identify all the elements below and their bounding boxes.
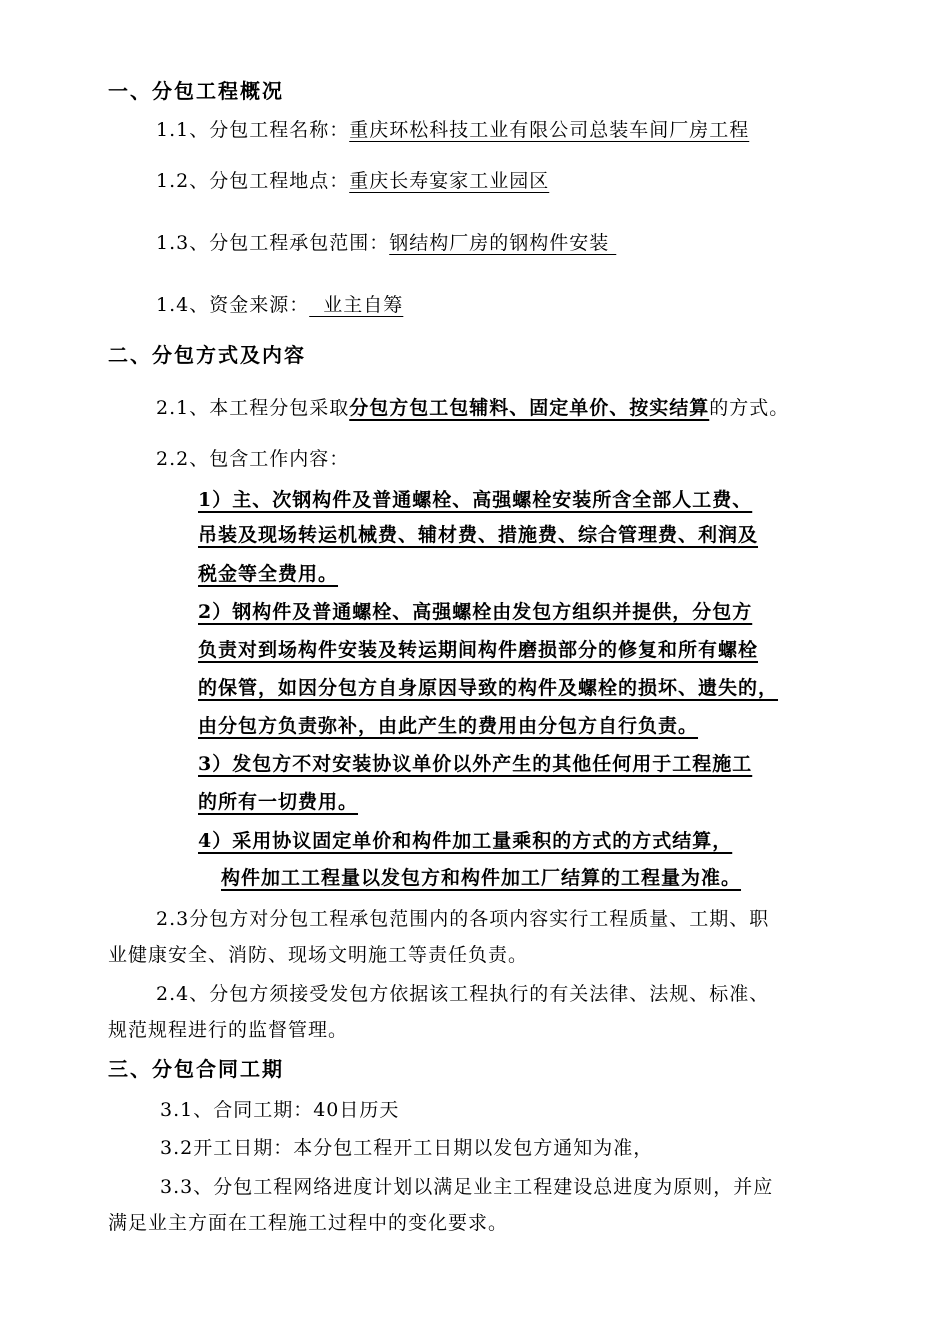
item-2-4-line-2: 规范规程进行的监督管理。 bbox=[108, 1019, 349, 1041]
item-2-1-pre: 2.1、本工程分包采取 bbox=[156, 397, 350, 419]
item-1-1 bbox=[156, 117, 749, 143]
list-line: 吊装及现场转运机械费、辅材费、措施费、综合管理费、利润及 bbox=[198, 524, 759, 546]
list-line: 税金等全费用。 bbox=[198, 563, 339, 585]
section-1-heading: 一、分包工程概况 bbox=[108, 79, 284, 103]
list-line: 4）采用协议固定单价和构件加工量乘积的方式的方式结算， bbox=[198, 830, 733, 852]
list-line: 1）主、次钢构件及普通螺栓、高强螺栓安装所含全部人工费、 bbox=[198, 489, 753, 511]
item-1-3-value: 钢结构厂房的钢构件安装 bbox=[389, 232, 617, 254]
item-2-1-bold: 分包方包工包辅料、固定单价、按实结算 bbox=[349, 397, 710, 419]
item-1-2-label: 1.2、分包工程地点： bbox=[156, 170, 350, 192]
list-line: 由分包方负责弥补，由此产生的费用由分包方自行负责。 bbox=[198, 715, 699, 737]
item-1-2-value: 重庆长寿宴家工业园区 bbox=[349, 170, 550, 192]
list-line: 构件加工工程量以发包方和构件加工厂结算的工程量为准。 bbox=[221, 867, 742, 889]
item-3-1: 3.1、合同工期：40日历天 bbox=[160, 1099, 400, 1121]
list-line: 的所有一切费用。 bbox=[198, 791, 359, 813]
item-2-2-label: 2.2、包含工作内容： bbox=[156, 448, 350, 470]
item-1-4-value: 业主自筹 bbox=[309, 294, 404, 316]
item-2-1-post: 的方式。 bbox=[709, 397, 790, 419]
item-1-4-label: 1.4、资金来源： bbox=[156, 294, 310, 316]
item-1-3 bbox=[156, 230, 616, 256]
list-line: 3）发包方不对安装协议单价以外产生的其他任何用于工程施工 bbox=[198, 753, 753, 775]
list-line: 负责对到场构件安装及转运期间构件磨损部分的修复和所有螺栓 bbox=[198, 639, 759, 661]
item-1-1-value: 重庆环松科技工业有限公司总装车间厂房工程 bbox=[349, 119, 750, 141]
section-2-heading: 二、分包方式及内容 bbox=[108, 343, 306, 367]
item-3-2: 3.2开工日期：本分包工程开工日期以发包方通知为准， bbox=[160, 1137, 654, 1159]
item-1-2 bbox=[156, 168, 549, 194]
item-1-1-label: 1.1、分包工程名称： bbox=[156, 119, 350, 141]
item-3-3-line-1: 3.3、分包工程网络进度计划以满足业主工程建设总进度为原则，并应 bbox=[160, 1176, 774, 1198]
section-3-heading: 三、分包合同工期 bbox=[108, 1057, 284, 1081]
item-1-3-label: 1.3、分包工程承包范围： bbox=[156, 232, 390, 254]
item-2-3-line-1: 2.3分包方对分包工程承包范围内的各项内容实行工程质量、工期、职 bbox=[156, 908, 770, 930]
item-2-1 bbox=[156, 395, 789, 421]
item-2-3-line-2: 业健康安全、消防、现场文明施工等责任负责。 bbox=[108, 944, 529, 966]
item-2-4-line-1: 2.4、分包方须接受发包方依据该工程执行的有关法律、法规、标准、 bbox=[156, 983, 770, 1005]
item-3-3-line-2: 满足业主方面在工程施工过程中的变化要求。 bbox=[108, 1212, 509, 1234]
list-line: 的保管，如因分包方自身原因导致的构件及螺栓的损坏、遗失的， bbox=[198, 677, 779, 699]
item-1-4 bbox=[156, 292, 403, 318]
list-line: 2）钢构件及普通螺栓、高强螺栓由发包方组织并提供，分包方 bbox=[198, 601, 753, 623]
